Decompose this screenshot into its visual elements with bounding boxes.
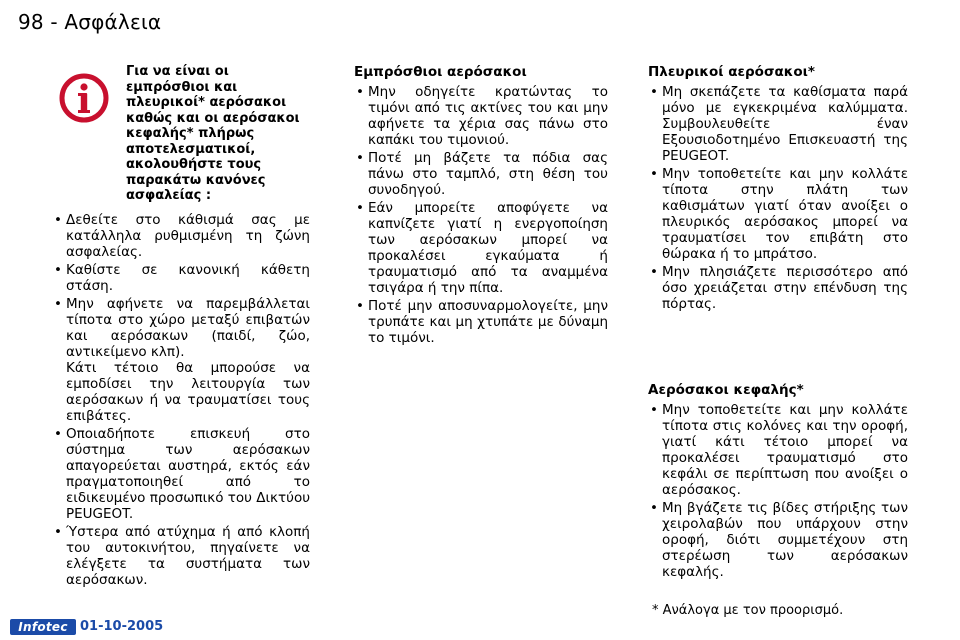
head-airbags-list — [648, 402, 908, 580]
list-item: • Μην τοποθετείτε και μην κολλάτε τίποτα στην πλάτη των καθισμάτων γιατί όταν ανοίξει ο πλευρικός αερόσακος μπορεί να τραυματίσει τον επιβάτη στο θώρακα ή το μπράτσο. — [648, 166, 908, 262]
footnote: * Ανάλογα με τον προορισμό. — [652, 603, 844, 618]
list-item: • Δεθείτε στο κάθισμά σας με κατάλληλα ρυθμισμένη τη ζώνη ασφαλείας. — [52, 212, 310, 260]
list-item-text: Μην αφήνετε να παρεμβάλλεται τίποτα στο χώρο μεταξύ επιβατών και αερόσακων (παιδί, ζώο, αντικείμενο κλπ). — [66, 295, 310, 360]
list-item — [52, 296, 310, 424]
list-item: • Μην πλησιάζετε περισσότερο από όσο χρειάζεται στην επένδυση της πόρτας. — [648, 264, 908, 312]
list-item: • Καθίστε σε κανονική κάθετη στάση. — [52, 262, 310, 294]
list-item-continuation: Κάτι τέτοιο θα μπορούσε να εμποδίσει την λειτουργία των αερόσακων ή να τραυματίσει τους επιβάτες. — [66, 359, 310, 424]
side-airbags-list — [648, 84, 908, 312]
column-side-head-airbags — [648, 64, 908, 582]
section-title-head-airbags: Αερόσακοι κεφαλής* — [648, 382, 804, 398]
section-title-side-airbags: Πλευρικοί αερόσακοι* — [648, 64, 815, 80]
list-item: • Μην τοποθετείτε και μην κολλάτε τίποτα στις κολόνες και την οροφή, γιατί κάτι τέτοιο μπορεί να προκαλέσει τραυματισμό στο κεφάλι σε περίπτωση που ανοίξει ο αερόσακος. — [648, 402, 908, 498]
list-item: • Ποτέ μην αποσυναρμολογείτε, μην τρυπάτε και μη χτυπάτε με δύναμη το τιμόνι. — [354, 298, 608, 346]
general-rules-list — [52, 212, 310, 588]
section-spacer — [648, 314, 908, 382]
front-airbags-list — [354, 84, 608, 346]
page-title: 98 - Ασφάλεια — [18, 10, 162, 34]
list-item: • Μη σκεπάζετε τα καθίσματα παρά μόνο με εγκεκριμένα καλύμματα. Συμβουλευθείτε έναν Εξουσιοδοτημένο Επισκευαστή της PEUGEOT. — [648, 84, 908, 164]
list-item: • Μη βγάζετε τις βίδες στήριξης των χειρολαβών που υπάρχουν στην οροφή, διότι συμμετέχουν στη στερέωση των αερόσακων κεφαλής. — [648, 500, 908, 580]
footer-date: 01-10-2005 — [80, 619, 164, 634]
safety-warning-text: Για να είναι οι εμπρόσθιοι και πλευρικοί* αερόσακοι καθώς και οι αερόσακοι κεφαλής* πλήρως αποτελεσματικοί, ακολουθήστε τους παρακάτω κανόνες ασφαλείας : — [126, 64, 300, 203]
list-item: • Μην οδηγείτε κρατώντας το τιμόνι από τις ακτίνες του και μην αφήνετε τα χέρια σας πάνω στο καπάκι του τιμονιού. — [354, 84, 608, 148]
list-item: • Ποτέ μη βάζετε τα πόδια σας πάνω στο ταμπλό, στη θέση του συνοδηγού. — [354, 150, 608, 198]
section-title-front-airbags: Εμπρόσθιοι αερόσακοι — [354, 64, 527, 80]
infotec-logo: Infotec — [10, 619, 76, 635]
list-item: • Ύστερα από ατύχημα ή από κλοπή του αυτοκινήτου, πηγαίνετε να ελέγξετε τα συστήματα των αερόσακων. — [52, 524, 310, 588]
list-item: • Οποιαδήποτε επισκευή στο σύστημα των αερόσακων απαγορεύεται αυστηρά, εκτός εάν πραγματοποιηθεί από το ειδικευμένο προσωπικό του Δικτύου PEUGEOT. — [52, 426, 310, 522]
column-front-airbags — [354, 64, 608, 348]
list-item: • Εάν μπορείτε αποφύγετε να καπνίζετε γιατί η ενεργοποίηση των αερόσακων μπορεί να προκαλέσει εγκαύματα ή τραυματισμό από τα αναμμένα τσιγάρα ή την πίπα. — [354, 200, 608, 296]
column-general — [52, 64, 310, 590]
safety-warning-box — [52, 64, 310, 204]
info-icon — [58, 72, 110, 124]
